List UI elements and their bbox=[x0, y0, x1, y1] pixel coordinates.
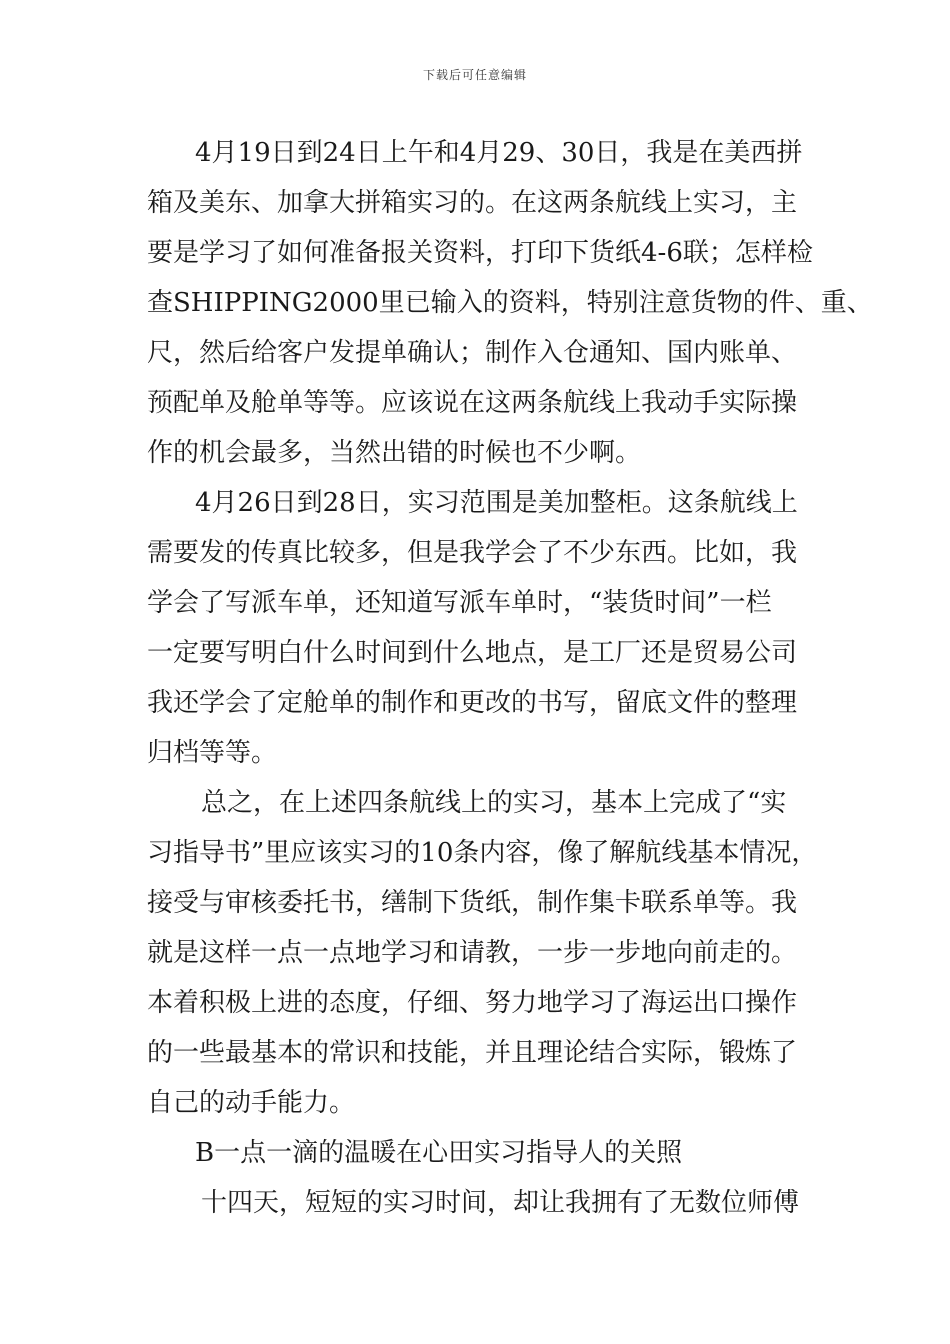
text-line: 查SHIPPING2000里已输入的资料，特别注意货物的件、重、 bbox=[147, 288, 873, 318]
text-line: 学会了写派车单，还知道写派车单时，“装货时间”一栏 bbox=[147, 588, 772, 618]
text-line: 4月19日到24日上午和4月29、30日，我是在美西拼 bbox=[195, 138, 803, 168]
text-line: 作的机会最多，当然出错的时候也不少啊。 bbox=[147, 438, 642, 468]
text-line: 接受与审核委托书，缮制下货纸，制作集卡联系单等。我 bbox=[147, 888, 798, 918]
text-line: 本着积极上进的态度，仔细、努力地学习了海运出口操作 bbox=[147, 988, 798, 1018]
text-line: 归档等等。 bbox=[147, 738, 278, 768]
section-heading: B一点一滴的温暖在心田实习指导人的关照 bbox=[195, 1138, 683, 1168]
text-line: 需要发的传真比较多，但是我学会了不少东西。比如，我 bbox=[147, 538, 798, 568]
text-line: 总之，在上述四条航线上的实习，基本上完成了“实 bbox=[201, 788, 787, 818]
text-line: 十四天，短短的实习时间，却让我拥有了无数位师傅 bbox=[201, 1188, 800, 1218]
text-line: 就是这样一点一点地学习和请教，一步一步地向前走的。 bbox=[147, 938, 798, 968]
text-line: 自己的动手能力。 bbox=[147, 1088, 356, 1118]
text-line: 尺，然后给客户发提单确认；制作入仓通知、国内账单、 bbox=[147, 338, 798, 368]
text-line: 预配单及舱单等等。应该说在这两条航线上我动手实际操 bbox=[147, 388, 798, 418]
text-line: 习指导书”里应该实习的10条内容，像了解航线基本情况， bbox=[147, 838, 818, 868]
page-header: 下载后可任意编辑 bbox=[422, 68, 527, 82]
document-body bbox=[147, 128, 873, 1228]
text-line: 一定要写明白什么时间到什么地点，是工厂还是贸易公司 bbox=[147, 638, 798, 668]
text-line: 箱及美东、加拿大拼箱实习的。在这两条航线上实习，主 bbox=[147, 188, 798, 218]
text-line: 4月26日到28日，实习范围是美加整柜。这条航线上 bbox=[195, 488, 798, 518]
text-line: 的一些最基本的常识和技能，并且理论结合实际，锻炼了 bbox=[147, 1038, 798, 1068]
text-line: 我还学会了定舱单的制作和更改的书写，留底文件的整理 bbox=[147, 688, 798, 718]
text-line: 要是学习了如何准备报关资料，打印下货纸4-6联；怎样检 bbox=[147, 238, 813, 268]
